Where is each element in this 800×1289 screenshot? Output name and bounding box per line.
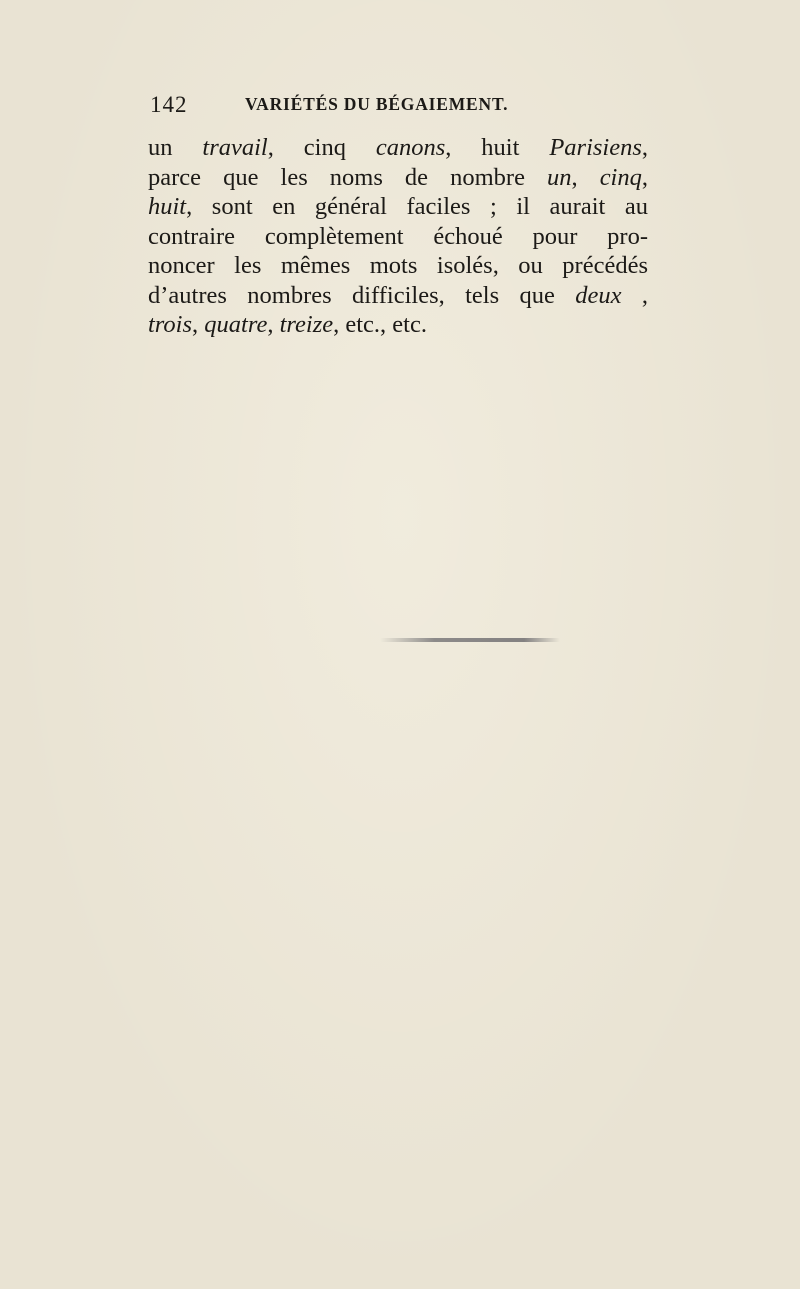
text-run: , [571,163,600,191]
text-run: noncer les mêmes mots isolés, ou précédés [148,252,648,279]
page-number: 142 [150,92,188,117]
italic-word: trois [148,311,193,338]
italic-word: un [547,163,572,191]
italic-word: treize [279,311,334,338]
text-line [148,251,648,281]
italic-word: canons [375,134,446,161]
text-line [148,133,648,163]
text-line [148,192,648,222]
text-line [148,222,648,252]
text-run: , [641,134,649,161]
text-run: , [621,281,648,309]
text-run: , [641,163,648,191]
text-run: parce que les noms de nombre [148,163,547,191]
text-run: un [148,134,203,161]
italic-word: travail [202,134,268,161]
italic-word: deux [575,281,622,309]
italic-word: quatre [204,311,268,338]
text-run: d’autres nombres difficiles, tels que [148,281,576,309]
running-title: VARIÉTÉS DU BÉGAIEMENT. [245,94,509,114]
text-line [148,163,648,193]
text-run: , etc., etc. [333,311,427,338]
text-run: , sont en général faciles ; il aurait au [186,193,648,220]
text-run: , cinq [267,134,376,161]
running-head [150,92,670,122]
text-run: , [267,311,280,338]
ink-smudge [380,638,560,642]
text-run: , huit [445,134,550,161]
italic-word: Parisiens [549,134,642,161]
text-line [148,281,648,311]
text-run: contraire complètement échoué pour pro- [148,222,648,250]
body-paragraph [148,133,648,340]
text-line [148,310,648,340]
italic-word: huit [148,193,187,220]
text-run: , [192,311,205,338]
italic-word: cinq [599,163,642,191]
